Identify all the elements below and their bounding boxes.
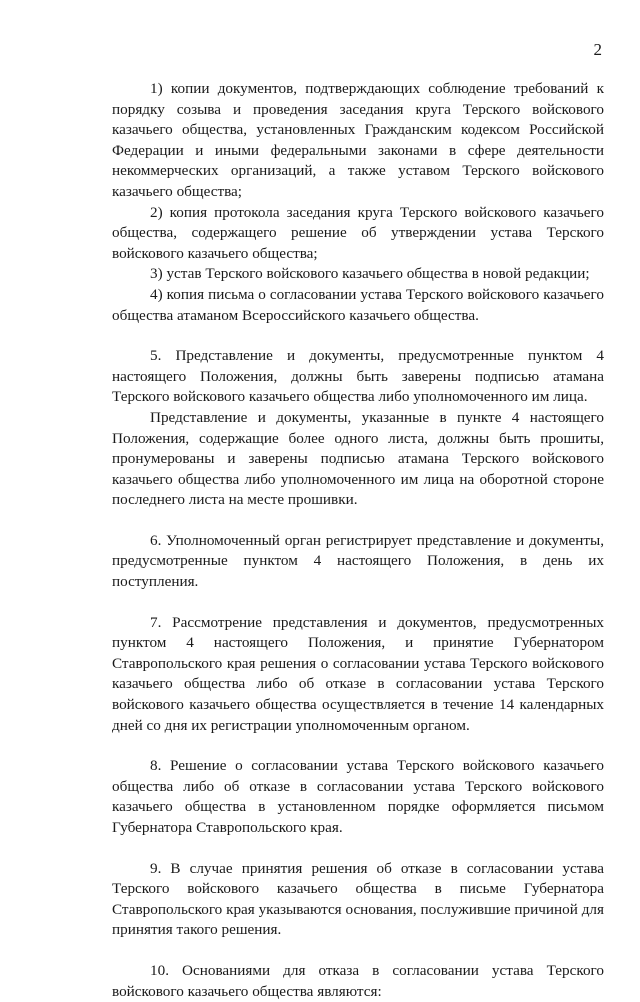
- list-item-4: 4) копия письма о согласовании устава Терского войскового казачьего общества атаманом Всероссийского казачьего общества.: [112, 285, 604, 324]
- clause-8: 8. Решение о согласовании устава Терского войскового казачьего общества либо об отказе в согласовании устава Терского войскового казачьего общества в установленном порядке оформляется письмом Губернатора Ставропольского края.: [112, 757, 604, 836]
- list-item-3: 3) устав Терского войскового казачьего общества в новой редакции;: [150, 265, 590, 283]
- paragraph-gap: [112, 326, 604, 346]
- paragraph-gap: [112, 941, 604, 961]
- clause-9: 9. В случае принятия решения об отказе в согласовании устава Терского войскового казачьего общества в письме Губернатора Ставропольского края указываются основания, послужившие причиной для принятия такого решения.: [112, 859, 604, 939]
- list-item-1: 1) копии документов, подтверждающих соблюдение требований к порядку созыва и проведения заседания круга Терского войскового казачьего общества, установленных Гражданским кодексом Российской Федерации и иными федеральными законами в сфере деятельности некоммерческих организаций, а также уставом Терского войскового казачьего общества;: [112, 80, 604, 200]
- paragraph-gap: [112, 593, 604, 613]
- page-number: 2: [593, 40, 602, 59]
- paragraph-gap: [112, 839, 604, 859]
- list-item-2: 2) копия протокола заседания круга Терского войскового казачьего общества, содержащего решение об утверждении устава Терского войскового казачьего общества;: [112, 203, 604, 262]
- clause-10: 10. Основаниями для отказа в согласовании устава Терского войскового казачьего общества являются:: [112, 961, 604, 1000]
- paragraph-gap: [112, 736, 604, 756]
- clause-5-continued: Представление и документы, указанные в пункте 4 настоящего Положения, содержащие более одного листа, должны быть прошиты, пронумерованы и заверены подписью атамана Терского войскового казачьего общества либо уполномоченного им лица на оборотной стороне последнего листа на месте прошивки.: [112, 408, 604, 509]
- document-body: [112, 79, 604, 1002]
- clause-7: 7. Рассмотрение представления и документов, предусмотренных пунктом 4 настоящего Положения, и принятие Губернатором Ставропольского края решения о согласовании устава Терского войскового казачьего общества либо об отказе в согласовании устава Терского войскового казачьего общества осуществляется в течение 14 календарных дней со дня их регистрации уполномоченным органом.: [112, 613, 604, 734]
- clause-5: 5. Представление и документы, предусмотренные пунктом 4 настоящего Положения, должны быть заверены подписью атамана Терского войскового казачьего общества либо уполномоченного им лица.: [112, 347, 604, 406]
- clause-6: 6. Уполномоченный орган регистрирует представление и документы, предусмотренные пунктом 4 настоящего Положения, в день их поступления.: [112, 531, 604, 591]
- paragraph-gap: [112, 511, 604, 531]
